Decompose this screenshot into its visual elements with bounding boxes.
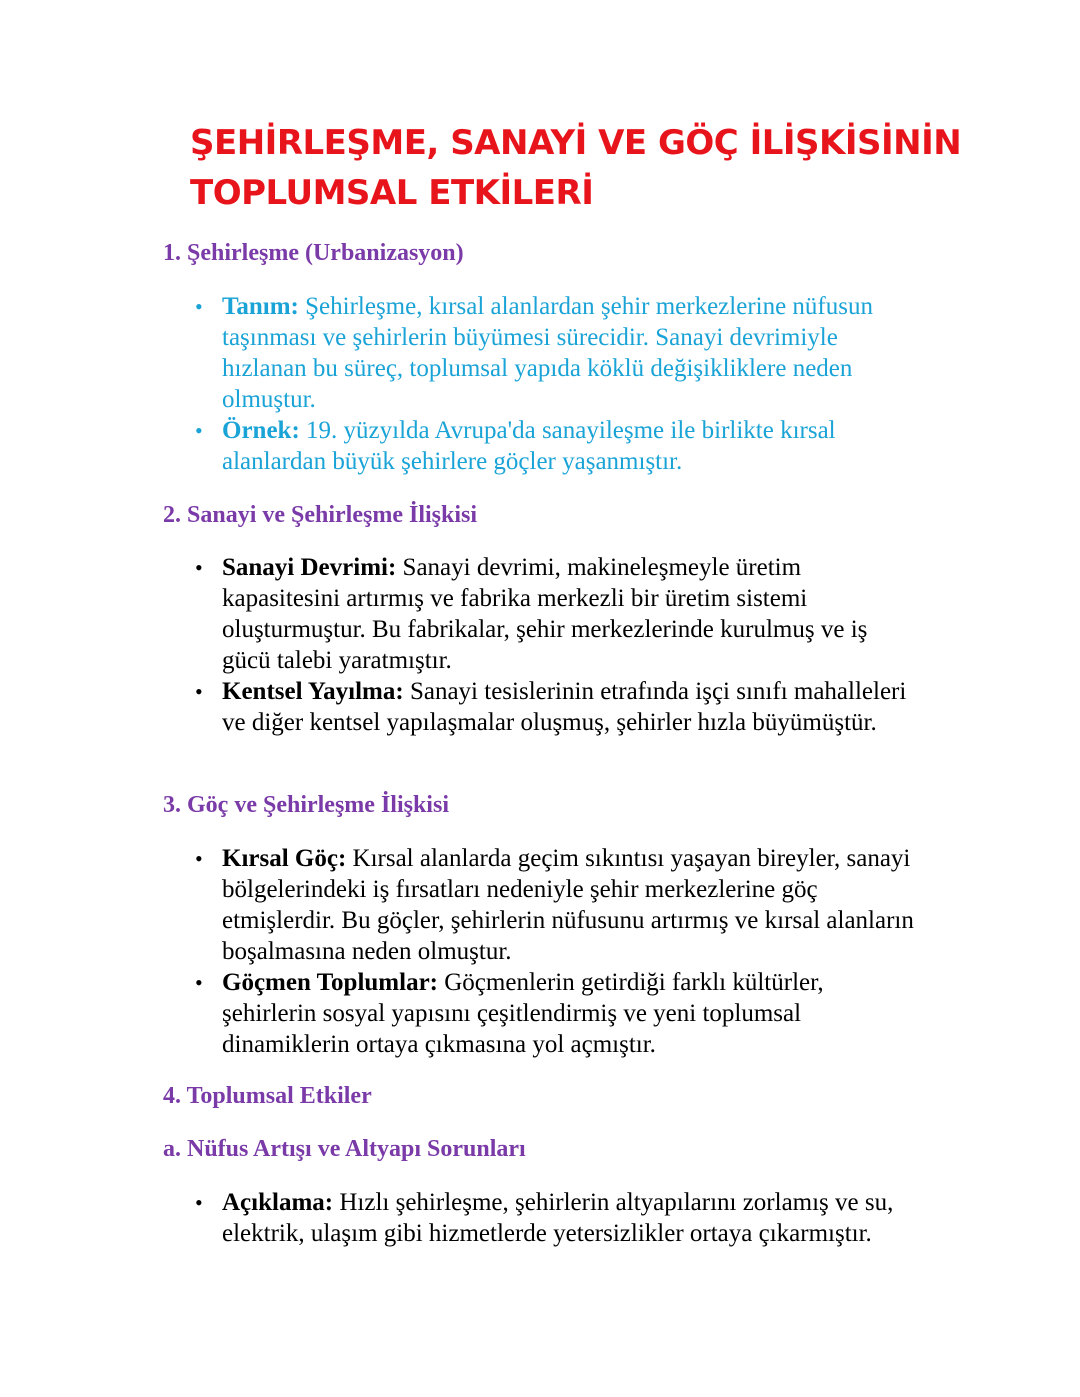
- section-heading-migration: 3. Göç ve Şehirleşme İlişkisi: [163, 792, 449, 818]
- item-label: Tanım:: [222, 293, 299, 320]
- page-title: [190, 118, 990, 218]
- list-item: [0, 967, 922, 1060]
- item-text: Sanayi tesislerinin etrafında işçi sınıfı mahalleleri ve diğer kentsel yapılaşmalar oluşmuş, şehirler hızla büyümüştür.: [222, 678, 907, 736]
- list-item: [0, 552, 922, 676]
- list-item: [0, 291, 922, 415]
- section-heading-urbanization: 1. Şehirleşme (Urbanizasyon): [163, 240, 464, 266]
- bullet-icon: •: [195, 555, 203, 580]
- section-list-population: [0, 1187, 1080, 1249]
- section-list-industry: [0, 552, 1080, 738]
- section-heading-social-effects: 4. Toplumsal Etkiler: [163, 1083, 372, 1109]
- list-item: [0, 676, 922, 738]
- bullet-icon: •: [195, 294, 203, 319]
- list-item: [0, 1187, 922, 1249]
- bullet-icon: •: [195, 846, 203, 871]
- item-text: 19. yüzyılda Avrupa'da sanayileşme ile birlikte kırsal alanlardan büyük şehirlere göçler yaşanmıştır.: [222, 417, 836, 475]
- section-list-urbanization: [0, 291, 1080, 477]
- item-text: Göçmenlerin getirdiği farklı kültürler, şehirlerin sosyal yapısını çeşitlendirmiş ve yeni toplumsal dinamiklerin ortaya çıkmasına yol açmıştır.: [222, 969, 824, 1058]
- item-label: Açıklama:: [222, 1189, 334, 1216]
- item-label: Kentsel Yayılma:: [222, 678, 404, 705]
- section-list-migration: [0, 843, 1080, 1060]
- bullet-icon: •: [195, 970, 203, 995]
- item-text: Kırsal alanlarda geçim sıkıntısı yaşayan bireyler, sanayi bölgelerindeki iş fırsatları nedeniyle şehir merkezlerine göç etmişlerdir. Bu göçler, şehirlerin nüfusunu artırmış ve kırsal alanların boşalmasına neden olmuştur.: [222, 845, 914, 965]
- page-title-line-1: ŞEHİRLEŞME, SANAYİ VE GÖÇ İLİŞKİSİNİN: [190, 123, 962, 163]
- bullet-icon: •: [195, 679, 203, 704]
- item-text: Hızlı şehirleşme, şehirlerin altyapılarını zorlamış ve su, elektrik, ulaşım gibi hizmetlerde yetersizlikler ortaya çıkarmıştır.: [222, 1189, 894, 1247]
- section-heading-population: a. Nüfus Artışı ve Altyapı Sorunları: [163, 1136, 526, 1162]
- list-item: [0, 843, 922, 967]
- page-title-line-2: TOPLUMSAL ETKİLERİ: [190, 173, 594, 213]
- item-label: Sanayi Devrimi:: [222, 554, 397, 581]
- bullet-icon: •: [195, 418, 203, 443]
- item-text: Sanayi devrimi, makineleşmeyle üretim kapasitesini artırmış ve fabrika merkezli bir üretim sistemi oluşturmuştur. Bu fabrikalar, şehir merkezlerinde kurulmuş ve iş gücü talebi yaratmıştır.: [222, 554, 868, 674]
- section-heading-industry: 2. Sanayi ve Şehirleşme İlişkisi: [163, 502, 478, 528]
- item-label: Örnek:: [222, 417, 300, 444]
- item-text: Şehirleşme, kırsal alanlardan şehir merkezlerine nüfusun taşınması ve şehirlerin büyümesi sürecidir. Sanayi devrimiyle hızlanan bu süreç, toplumsal yapıda köklü değişikliklere neden olmuştur.: [222, 293, 873, 413]
- bullet-icon: •: [195, 1190, 203, 1215]
- item-label: Kırsal Göç:: [222, 845, 347, 872]
- item-label: Göçmen Toplumlar:: [222, 969, 438, 996]
- list-item: [0, 415, 922, 477]
